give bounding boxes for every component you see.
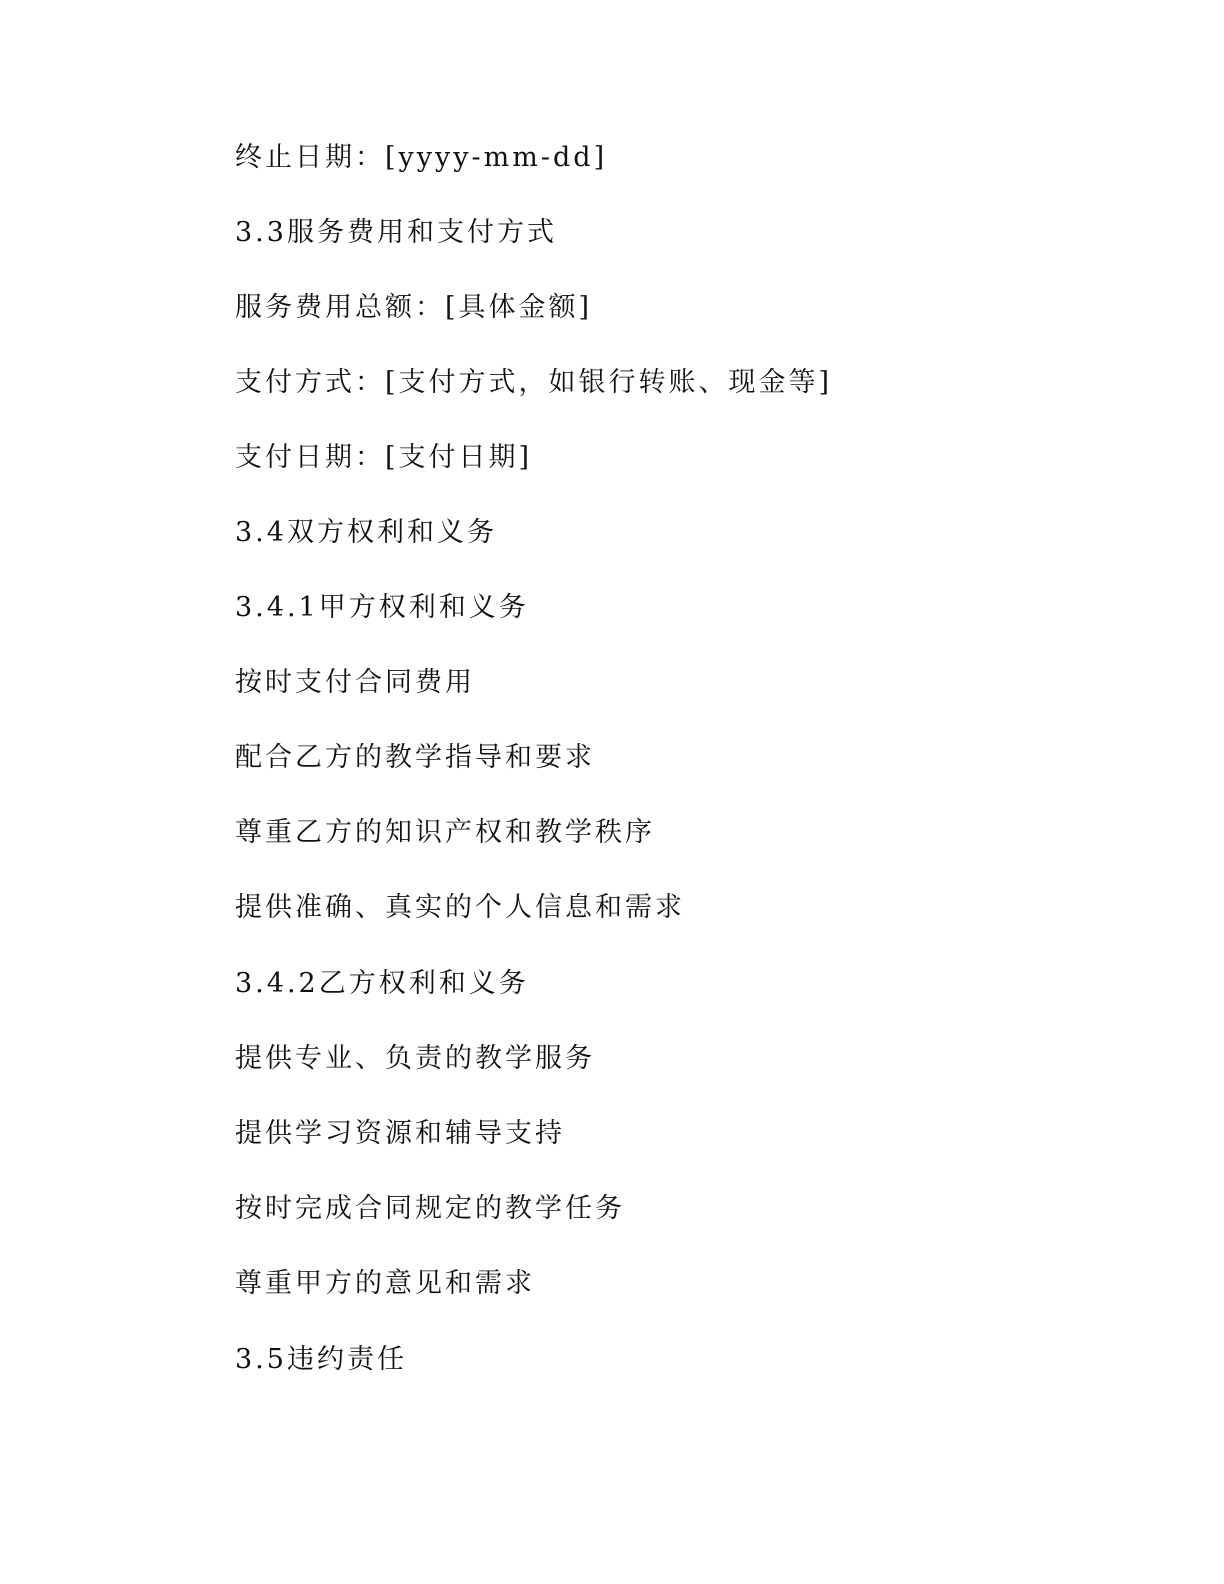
- party-a-item-4: 提供准确、真实的个人信息和需求: [235, 892, 685, 923]
- section-3-5-heading: 3.5违约责任: [235, 1344, 407, 1375]
- section-3-4-heading: 3.4双方权利和义务: [235, 517, 497, 548]
- party-b-item-3: 按时完成合同规定的教学任务: [235, 1193, 625, 1224]
- party-b-item-2: 提供学习资源和辅导支持: [235, 1118, 565, 1149]
- payment-date-line: 支付日期：[支付日期]: [235, 442, 533, 473]
- party-b-item-1: 提供专业、负责的教学服务: [235, 1043, 595, 1074]
- service-fee-total-line: 服务费用总额：[具体金额]: [235, 292, 593, 323]
- party-a-item-1: 按时支付合同费用: [235, 667, 475, 698]
- termination-date-line: 终止日期：[yyyy-mm-dd]: [235, 142, 608, 173]
- section-3-4-2-heading: 3.4.2乙方权利和义务: [235, 968, 529, 999]
- party-a-item-3: 尊重乙方的知识产权和教学秩序: [235, 817, 655, 848]
- payment-method-line: 支付方式：[支付方式，如银行转账、现金等]: [235, 367, 833, 398]
- party-b-item-4: 尊重甲方的意见和需求: [235, 1268, 535, 1299]
- party-a-item-2: 配合乙方的教学指导和要求: [235, 742, 595, 773]
- section-3-3-heading: 3.3服务费用和支付方式: [235, 217, 557, 248]
- section-3-4-1-heading: 3.4.1甲方权利和义务: [235, 592, 529, 623]
